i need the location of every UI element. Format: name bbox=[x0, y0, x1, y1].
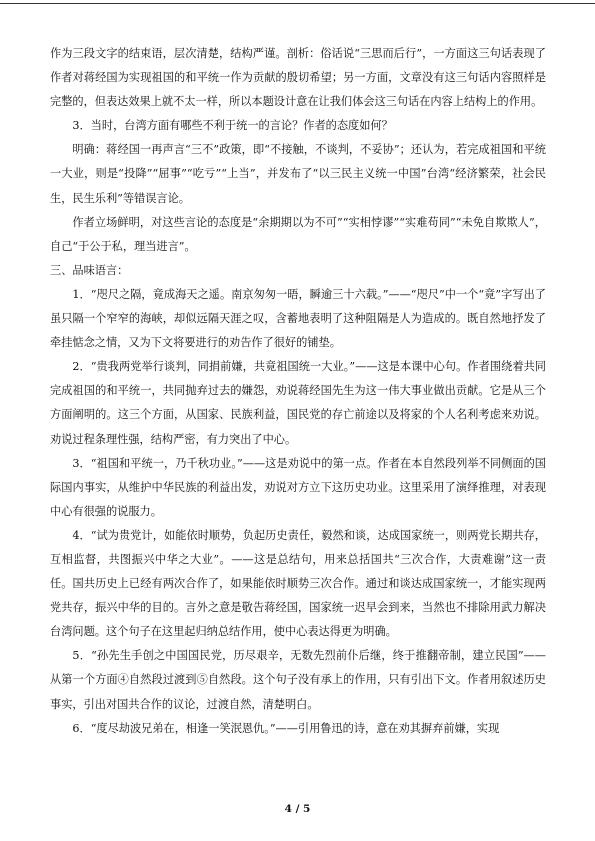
page-number: 4 / 5 bbox=[284, 803, 311, 815]
paragraph: 作为三段文字的结束语，层次清楚，结构严谨。剖析：俗话说“三思而后行”，一方面这三句话表现了作者对蒋经国为实现祖国的和平统一作为贡献的殷切希望；另一方面，文章没有这三句话内容照样是完整的，但表达效果上就不太一样，所以本题设计意在让我们体会这三句话在内容上结构上的作用。 bbox=[50, 47, 546, 109]
paragraph: 2．“贵我两党举行谈判，同捐前嫌，共竟祖国统一大业。”——这是本课中心句。作者围绕着共同完成祖国的和平统一，共同抛弃过去的嫌怨，劝说蒋经国先生为这一伟大事业做出贡献。它是从三个方面阐明的。这三个方面，从国家、民族利益，国民党的存亡前途以及将家的个人名利考虑来劝说。劝说过程条理性强，结构严密，有力突出了中心。 bbox=[50, 360, 546, 446]
paragraph: 作者立场鲜明，对这些言论的态度是“余期期以为不可”“实相悖谬”“实难苟同”“未免自欺欺人”，自己“于公于私，理当进言”。 bbox=[50, 215, 546, 253]
paragraph: 6．“度尽劫波兄弟在，相逢一笑泯恩仇。”——引用鲁迅的诗，意在劝其摒弃前嫌，实现 bbox=[72, 721, 500, 735]
paragraph: 3．当时，台湾方面有哪些不利于统一的言论？作者的态度如何？ bbox=[72, 119, 393, 133]
paragraph: 明确：蒋经国一再声言“三不”政策，即“不接触，不谈判，不妥协”；还认为，若完成祖国和平统一大业，则是“投降”“屈事”“吃亏”“上当”，并发布了“以三民主义统一中国”台湾“经济繁荣，社会民生，民生乐利”等错误言论。 bbox=[50, 143, 546, 205]
header-rule bbox=[0, 3, 595, 4]
paragraph: 5．“孙先生手创之中国国民党，历尽艰辛，无数先烈前仆后继，终于推翻帝制，建立民国”——从第一个方面④自然段过渡到⑤自然段。这个句子没有承上的作用，只有引出下文。作者用叙述历史事实，引出对国共合作的议论，过渡自然，清楚明白。 bbox=[50, 649, 546, 711]
paragraph: 1．“咫尺之隔，竟成海天之遥。南京匆匆一晤，瞬逾三十六载。”——“咫尺”中一个“竟”字写出了虽只隔一个窄窄的海峡，却似远隔天涯之叹，含蓄地表明了这种阻隔是人为造成的。既自然地抒发了牵挂惦念之情，又为下文将要进行的劝告作了很好的铺垫。 bbox=[50, 287, 546, 350]
paragraph: 4．“试为贵党计，如能依时顺势，负起历史责任，毅然和谈，达成国家统一，则两党长期共存，互相监督，共图振兴中华之大业”。——这是总结句，用来总括国共“三次合作，大责难谢”这一责任。国共历史上已经有两次合作了，如果能依时顺势三次合作。通过和谈达成国家统一，才能实现两党共存，振兴中华的目的。言外之意是敬告蒋经国，国家统一迟早会到来，当然也不排除用武力解决台湾问题。这个句子在这里起归纳总结作用，使中心表达得更为明确。 bbox=[50, 528, 546, 639]
document-body bbox=[50, 42, 546, 741]
paragraph: 3．“祖国和平统一，乃千秋功业。”——这是劝说中的第一点。作者在本自然段列举不同侧面的国际国内事实，从维护中华民族的利益出发，劝说对方立下这历史功业。这里采用了演绎推理，对表现中心有很强的说服力。 bbox=[50, 456, 546, 518]
section-heading: 三、品味语言： bbox=[50, 263, 129, 277]
